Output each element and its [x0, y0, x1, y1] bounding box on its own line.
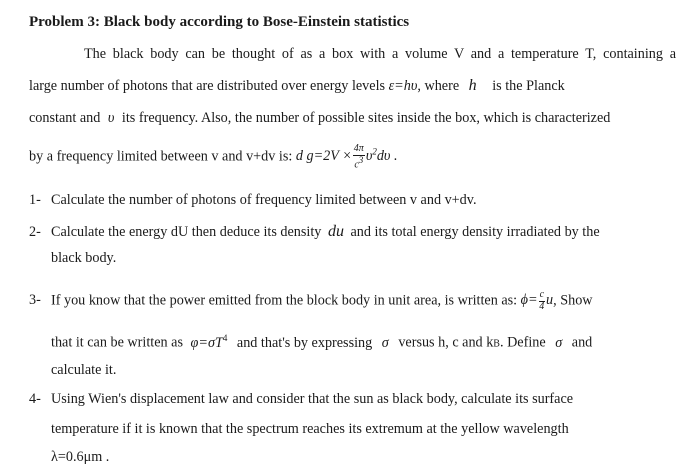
intro-line-2: large number of photons that are distributed over energy levels ε=hυ, where h is the Planck	[29, 77, 565, 94]
question-4-line-1: 4- Using Wien's displacement law and consider that the sun as black body, calculate its surface	[29, 391, 574, 407]
intro-line-3: constant and υ its frequency. Also, the number of possible sites inside the box, which is characterized	[29, 110, 611, 126]
problem-title: Problem 3: Black body according to Bose-Einstein statistics	[29, 14, 410, 30]
question-4-line-2: temperature if it is known that the spectrum reaches its extremum at the yellow wavelength	[51, 421, 569, 437]
power-equation: ϕ= $\frac{c}{4}$ u	[520, 289, 554, 312]
site-count-equation: d g=2V × $\frac{4\pi}{c3}$ $\upsilon^2d\upsilon$ .	[295, 143, 398, 170]
question-3-line-2: that it can be written as $\varphi=\sigma T^4$ and that's by expressing σ versus h, c and kB. Define σ and	[51, 333, 593, 351]
question-3-line-1: 3- If you know that the power emitted from the block body in unit area, is written as: ϕ= $\frac{c}{4}$ u, Show	[29, 289, 593, 312]
question-2-line-1: 2- Calculate the energy dU then deduce its density du and its total energy density irradiated by the	[29, 223, 600, 240]
intro-line-1: The black body can be thought of as a box with a volume V and a temperature T, containing a	[84, 46, 676, 62]
question-1: 1- Calculate the number of photons of frequency limited between v and v+dv.	[29, 192, 477, 208]
question-3-line-3: calculate it.	[51, 362, 117, 378]
intro-line-4: by a frequency limited between v and v+dv is: d g=2V × $\frac{4\pi}{c3}$ $\upsilon^2d\upsilon$ .	[29, 143, 398, 170]
question-4-line-3: λ=0.6μm .	[51, 449, 110, 465]
question-2-line-2: black body.	[51, 250, 117, 266]
